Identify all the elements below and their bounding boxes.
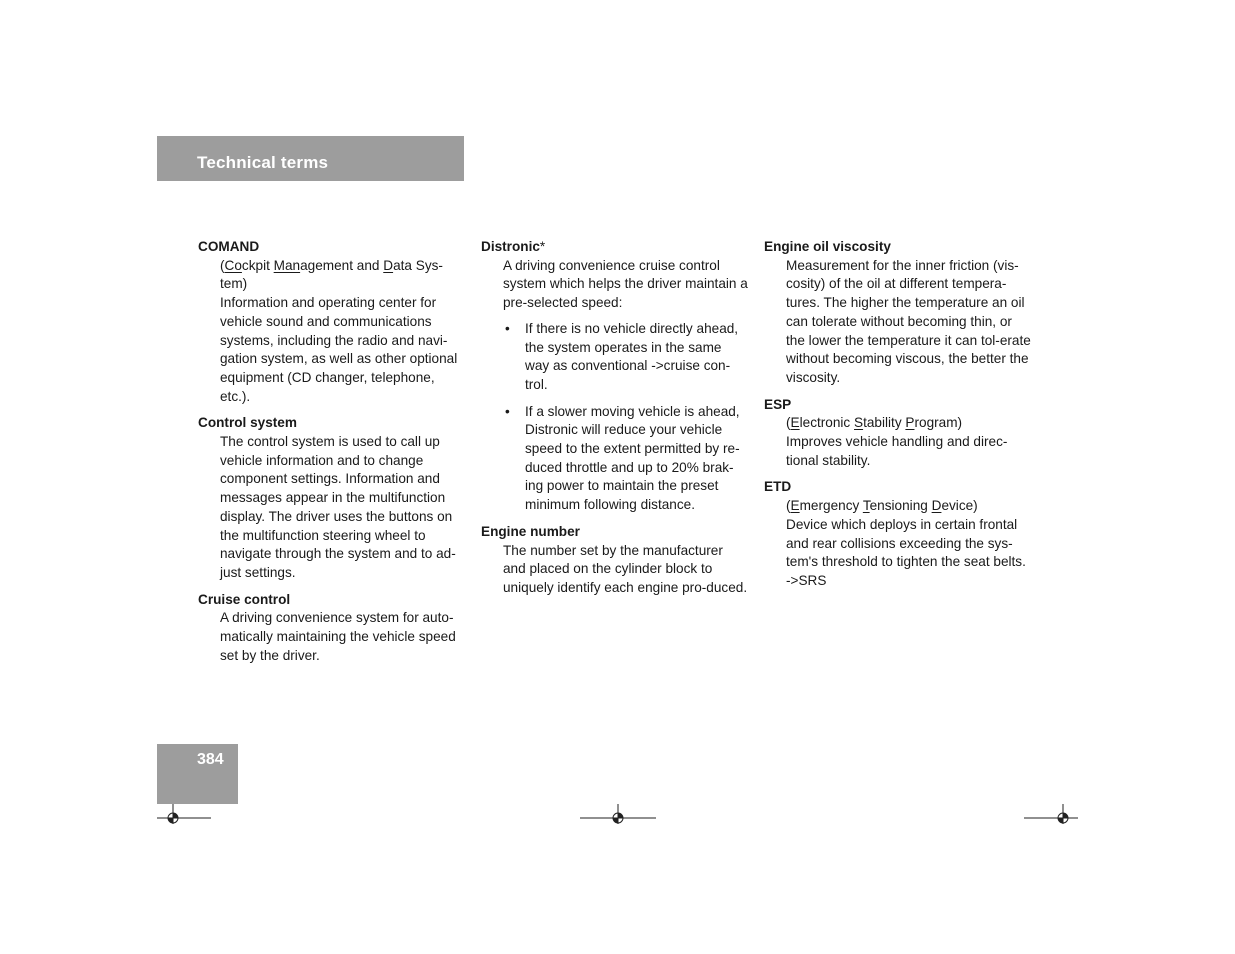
column-3 xyxy=(764,238,1032,599)
section-title: Technical terms xyxy=(197,153,329,172)
list-item: • If there is no vehicle directly ahead, the system operates in the same way as conventional ->cruise con-trol. xyxy=(503,320,749,395)
term-body xyxy=(220,257,466,407)
term-body xyxy=(503,257,749,515)
term-expansion: (Cockpit Management and Data Sys- tem) xyxy=(220,257,443,292)
term-title: Engine oil viscosity xyxy=(764,239,891,254)
page-number-box xyxy=(157,744,238,804)
term-description: The number set by the manufacturer and placed on the cylinder block to uniquely identify each engine pro-duced. xyxy=(503,542,748,595)
crop-mark-icon xyxy=(157,802,211,824)
column-2 xyxy=(481,238,749,606)
term-description: The control system is used to call up vehicle information and to change component settings. Information and messages appear in the multifunction display. The driver uses the buttons on the multifunction steering wheel to navigate through the system and to ad-just settings. xyxy=(220,434,456,580)
term-description: A driving convenience system for auto-matically maintaining the vehicle speed set by the driver. xyxy=(220,610,456,663)
term-expansion: (Emergency Tensioning Device) xyxy=(786,498,978,514)
term-description: Device which deploys in certain frontal and rear collisions exceeding the sys-tem's threshold to tighten the seat belts. xyxy=(786,516,1026,570)
term-body xyxy=(786,414,1032,470)
optional-equipment-mark: * xyxy=(539,239,546,254)
term-comand xyxy=(198,238,466,406)
crop-mark-icon xyxy=(580,802,656,824)
term-body xyxy=(220,609,466,665)
term-esp xyxy=(764,396,1032,471)
term-expansion: (Electronic Stability Program) xyxy=(786,415,963,431)
term-etd xyxy=(764,478,1032,590)
bullet-list xyxy=(503,320,749,515)
term-engine-number xyxy=(481,523,749,598)
term-title: Distronic* xyxy=(481,239,546,254)
term-body xyxy=(220,433,466,583)
term-engine-oil-viscosity xyxy=(764,238,1032,388)
term-body xyxy=(503,542,749,598)
cross-reference: ->SRS xyxy=(786,572,827,588)
list-item: • If a slower moving vehicle is ahead, Distronic will reduce your vehicle speed to the extent permitted by re-duced throttle and up to 20% brak-ing power to maintain the preset minimum following distance. xyxy=(503,403,749,515)
term-description: Information and operating center for vehicle sound and communications systems, including the radio and navi-gation system, as well as other optional equipment (CD changer, telephone, etc.). xyxy=(220,295,458,404)
crop-mark-icon xyxy=(1024,802,1078,824)
term-title: Engine number xyxy=(481,523,580,539)
term-description: A driving convenience cruise control system which helps the driver maintain a pre-selected speed: xyxy=(503,257,748,311)
term-control-system xyxy=(198,414,466,582)
term-title: COMAND xyxy=(198,239,260,254)
column-1 xyxy=(198,238,466,673)
page-number: 384 xyxy=(197,751,224,768)
term-body xyxy=(786,257,1032,388)
term-cruise-control xyxy=(198,591,466,666)
term-title: Cruise control xyxy=(198,591,291,607)
term-title: Control system xyxy=(198,415,297,431)
section-header-tab xyxy=(157,136,464,181)
term-body xyxy=(786,497,1032,591)
term-distronic xyxy=(481,238,749,515)
term-description: Improves vehicle handling and direc-tional stability. xyxy=(786,434,1008,468)
term-title: ETD xyxy=(764,479,792,495)
term-description: Measurement for the inner friction (vis-cosity) of the oil at different tempera-tures. The higher the temperature an oil can tolerate without becoming thin, or the lower the temperature it can tol-erate without becoming viscous, the better the viscosity. xyxy=(786,257,1031,385)
term-title: ESP xyxy=(764,396,792,412)
